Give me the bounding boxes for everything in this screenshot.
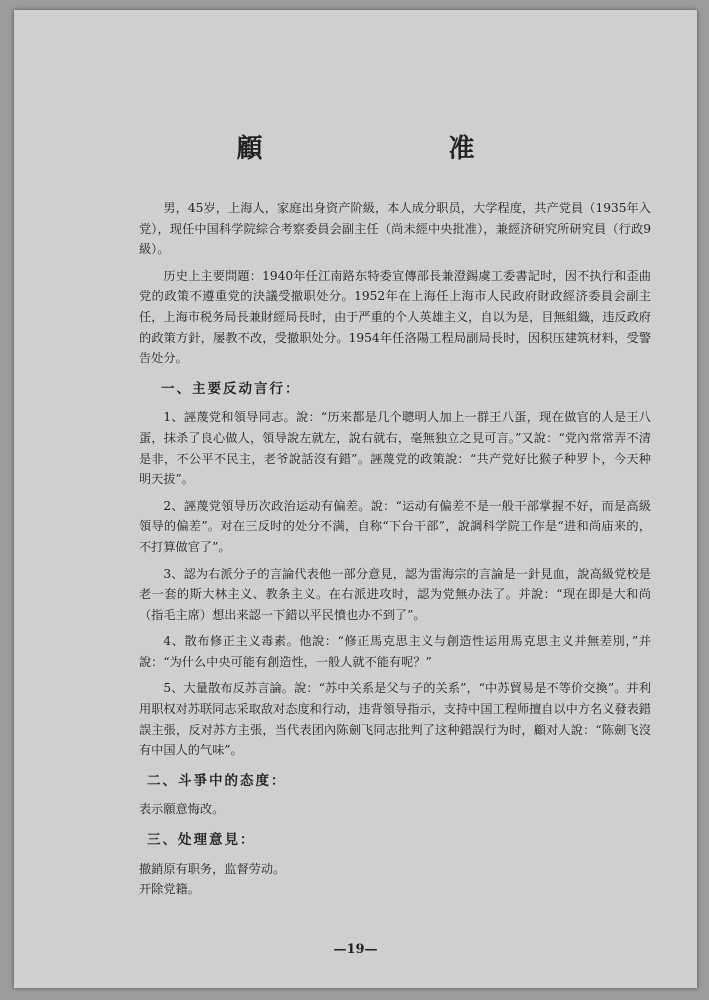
page-title: 顧 准	[236, 134, 555, 164]
section-1-item: 2、誣蔑党領导历次政治运动有偏差。說：“运动有偏差不是一般干部掌握不好，而是高級領导的偏差”。对在三反时的处分不满，自称“下台干部”，說調科学院工作是“进和尚庙来的，不打算做官了”。	[139, 498, 651, 554]
section-3-line: 撤銷原有职务，监督劳动。	[139, 861, 286, 876]
document-body	[139, 198, 651, 900]
section-2-heading: 二、斗爭中的态度：	[147, 772, 287, 789]
intro-paragraph: 男，45岁，上海人，家庭出身资产阶級，本人成分职员，大学程度，共产党員（1935年入党），现任中国科学院綜合考察委員会副主任（尚未經中央批准），兼經济研究所研究員（行政9級）。	[139, 201, 651, 257]
section-1-heading: 一、主要反动言行：	[161, 380, 301, 397]
section-1-item: 4、散布修正主义毒素。他說：“修正馬克思主义与創造性运用馬克思主义并無差別，”并說：“为什么中央可能有創造性，一般人就不能有呢？”	[139, 634, 651, 669]
section-2-text: 表示願意悔改。	[139, 802, 225, 817]
document-page	[14, 10, 697, 988]
history-paragraph: 历史上主要問題：1940年任江南路东特委宣傳部長兼澄錫虞工委書記时，因不执行和歪曲党的政策不遵重党的決議受撤职处分。1952年在上海任上海市人民政府財政經济委員会副主任，上海市税务局長兼財經局長时，由于严重的个人英雄主义，自以为是，目無組織，违反政府的政策方針，屡教不改，受撤职处分。1954年任洛陽工程局副局長时，因积压建筑材料，受警告处分。	[139, 268, 651, 366]
section-1-item: 3、認为右派分子的言論代表他一部分意見，認为雷海宗的言論是一針見血，說高級党校是老一套的斯大林主义、教条主义。在右派进攻时，認为党無办法了。并說：“现在即是大和尚（指毛主席）想出来認一下錯以平民憤也办不到了”。	[139, 566, 651, 622]
page-number: —19—	[333, 942, 378, 957]
section-1-item: 1、誣蔑党和領导同志。說：“历来都是几个聰明人加上一群王八蛋，现在做官的人是王八蛋，抹杀了良心做人，領导說左就左，說右就右，毫無独立之見可言。”又說：“党內常常弄不清是非，不公平不民主，老爷說話沒有錯”。誣蔑党的政策說：“共产党好比猴子种罗卜，今天种明天拔”。	[139, 410, 651, 487]
section-3-line: 开除党籍。	[139, 882, 200, 897]
section-3-heading: 三、处理意見：	[147, 832, 256, 849]
section-1-item: 5、大量散布反苏言論。說：“苏中关系是父与子的关系”，“中苏貿易是不等价交換”。并利用职权对苏联同志采取敌对态度和行动，违背領导指示，支持中国工程师擅自以中方名义發表錯誤主張，反对苏方主張，当代表团內陈劍飞同志批判了这种錯誤行为时，顧对人說：“陈劍飞沒有中国人的气味”。	[139, 681, 651, 758]
